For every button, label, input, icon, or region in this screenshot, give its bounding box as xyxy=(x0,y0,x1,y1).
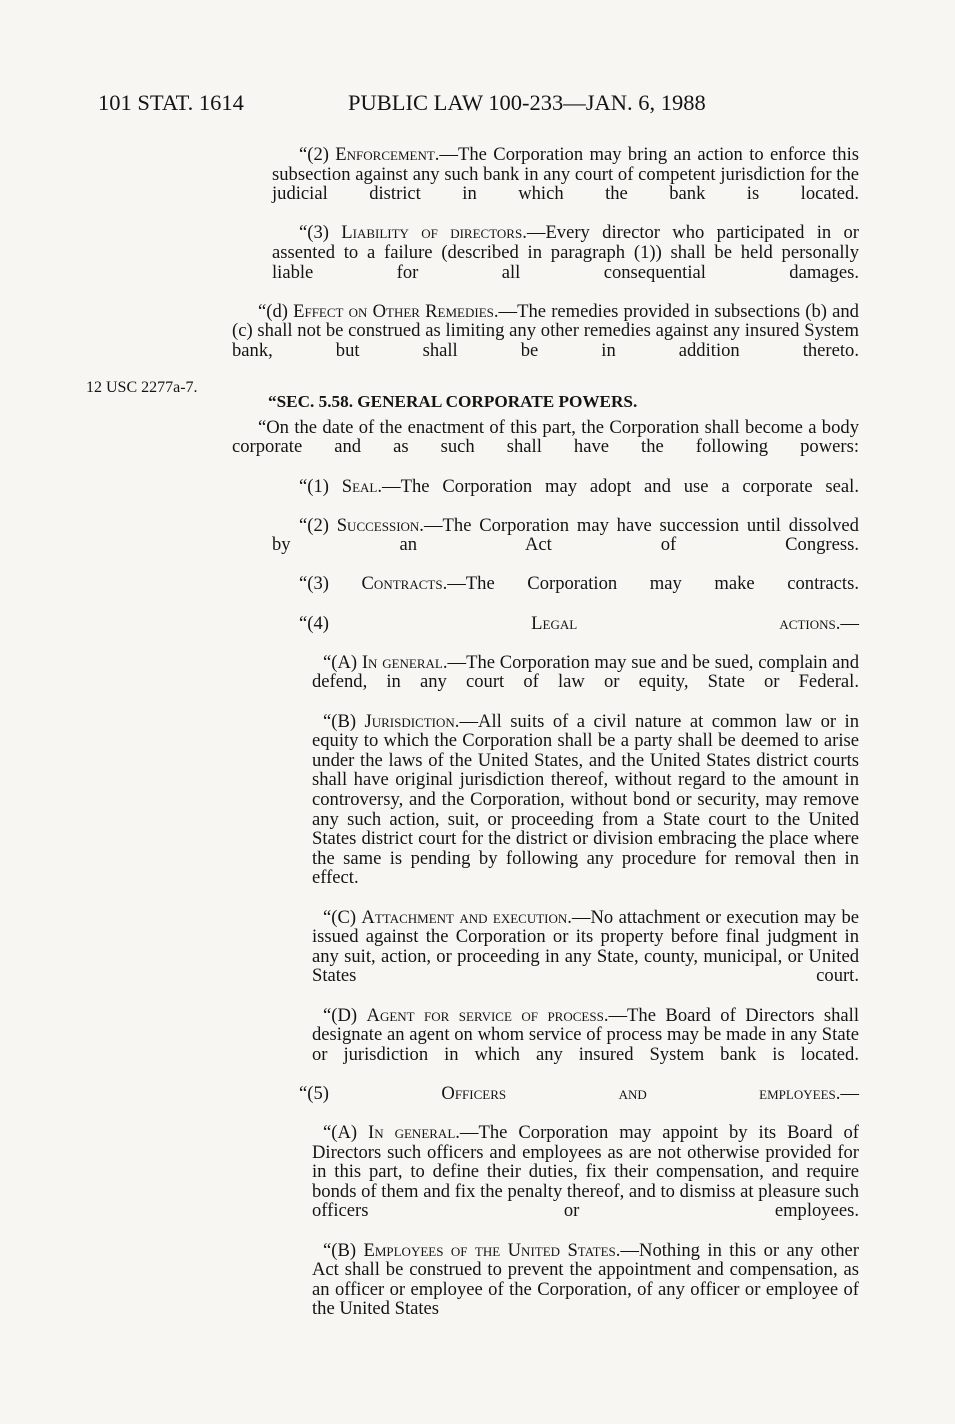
para-heading: Succession xyxy=(336,514,420,536)
para-heading: Liability of directors xyxy=(341,222,523,244)
para-heading: Seal xyxy=(341,475,378,497)
para-number: “(B) xyxy=(323,1239,364,1261)
para-text: .—No attachment or execution may be issued against the Corporation or its property before final judgment in any suit, action, or proceeding in any State, county, municipal, or United States court. xyxy=(312,906,860,987)
para-number: “(2) xyxy=(299,514,337,536)
para-text: .—The Corporation may bring an action to enforce this subsection against any such bank in any court of competent jurisdiction for the judicial district in which the bank is located. xyxy=(272,144,859,205)
section-intro-paragraph: “On the date of the enactment of this part, the Corporation shall become a body corporate and as such shall have the following powers: xyxy=(232,416,859,458)
para-number: “(1) xyxy=(299,475,342,497)
para-heading: Agent for service of process xyxy=(366,1004,604,1026)
para-heading: In general xyxy=(368,1122,456,1144)
para-text: .—The Corporation may appoint by its Board of Directors such officers and employees as are not otherwise provided for in this part, to define their duties, fix their compensation, and require bonds of them and fix the penalty thereof, and to dismiss at pleasure such officers or employees. xyxy=(312,1122,859,1222)
para-number: “(d) xyxy=(258,300,294,322)
paragraph-legal-actions xyxy=(232,614,859,653)
para-heading: Officers and employees xyxy=(441,1082,836,1104)
para-heading: Employees of the United States xyxy=(363,1239,616,1261)
para-number: “(4) xyxy=(299,612,532,634)
paragraph-officers-and-employees xyxy=(232,1084,859,1123)
para-text: .—The remedies provided in subsections (b) and (c) shall not be construed as limiting any other remedies against any insured System bank, but shall be in addition thereto. xyxy=(232,300,859,361)
para-text: .—Nothing in this or any other Act shall be construed to prevent the appointment and compensation, as an officer or employee of the Corporation, of any officer or employee of the United States xyxy=(312,1239,859,1320)
subparagraph-in-general xyxy=(232,653,859,712)
para-heading: In general xyxy=(361,651,443,673)
para-text: .— xyxy=(835,612,859,634)
para-text: .—The Board of Directors shall designate an agent on whom service of process may be made in any State or jurisdiction in which any insured System bank is located. xyxy=(312,1004,859,1065)
paragraph-seal xyxy=(232,477,859,516)
para-number: “(C) xyxy=(323,906,362,928)
para-number: “(A) xyxy=(323,1122,369,1144)
para-text: .—All suits of a civil nature at common law or in equity to which the Corporation shall be a party shall be deemed to arise under the laws of the United States, and the United States district courts shall have original jurisdiction thereof, without regard to the amount in controversy, and the Corporation, without bond or security, may remove any such action, suit, or proceeding from a State court to the United States district court for the district or division embracing the place where the same is pending by following any procedure for removal then in effect. xyxy=(312,710,859,889)
para-number: “(3) xyxy=(299,222,342,244)
subparagraph-officers-in-general xyxy=(232,1123,859,1241)
subparagraph-employees-of-the-united-states xyxy=(232,1241,859,1319)
para-text: .—The Corporation may make contracts. xyxy=(442,573,859,595)
paragraph-contracts xyxy=(232,574,859,613)
statute-page-reference: 101 STAT. 1614 xyxy=(98,90,244,115)
paragraph-liability-of-directors xyxy=(232,223,859,301)
para-number: “(2) xyxy=(299,144,336,165)
paragraph-enforcement xyxy=(232,145,859,223)
para-text: .—The Corporation may sue and be sued, complain and defend, in any court of law or equity, State or Federal. xyxy=(312,651,860,693)
usc-margin-note: 12 USC 2277a-7. xyxy=(86,379,198,396)
section-heading: “SEC. 5.58. GENERAL CORPORATE POWERS. xyxy=(268,392,638,412)
para-number: “(3) xyxy=(299,573,362,595)
public-law-title: PUBLIC LAW 100-233—JAN. 6, 1988 xyxy=(348,90,706,115)
para-text: .—Every director who participated in or assented to a failure (described in paragraph (1)) shall be held personally liable for all consequential damages. xyxy=(272,222,859,283)
para-number: “(A) xyxy=(323,651,362,673)
para-text: .—The Corporation may have succession until dissolved by an Act of Congress. xyxy=(272,514,859,556)
para-text: .—The Corporation may adopt and use a corporate seal. xyxy=(377,475,859,497)
para-heading: Legal actions xyxy=(531,612,836,634)
para-heading: Attachment and execution xyxy=(361,906,568,928)
para-number: “(D) xyxy=(323,1004,367,1026)
para-heading: Contracts xyxy=(361,573,443,595)
para-heading: Enforcement xyxy=(335,144,435,165)
paragraph-succession xyxy=(232,516,859,575)
subparagraph-jurisdiction xyxy=(232,712,859,908)
para-number: “(B) xyxy=(323,710,365,732)
para-heading: Effect on Other Remedies xyxy=(293,300,494,322)
page-header xyxy=(0,90,955,130)
para-heading: Jurisdiction xyxy=(364,710,455,732)
subparagraph-attachment-and-execution xyxy=(232,908,859,1006)
para-text: .— xyxy=(835,1082,859,1104)
para-number: “(5) xyxy=(299,1082,442,1104)
subsection-effect-on-other-remedies xyxy=(232,302,859,380)
subparagraph-agent-for-service xyxy=(232,1006,859,1084)
statute-body xyxy=(232,145,859,1319)
